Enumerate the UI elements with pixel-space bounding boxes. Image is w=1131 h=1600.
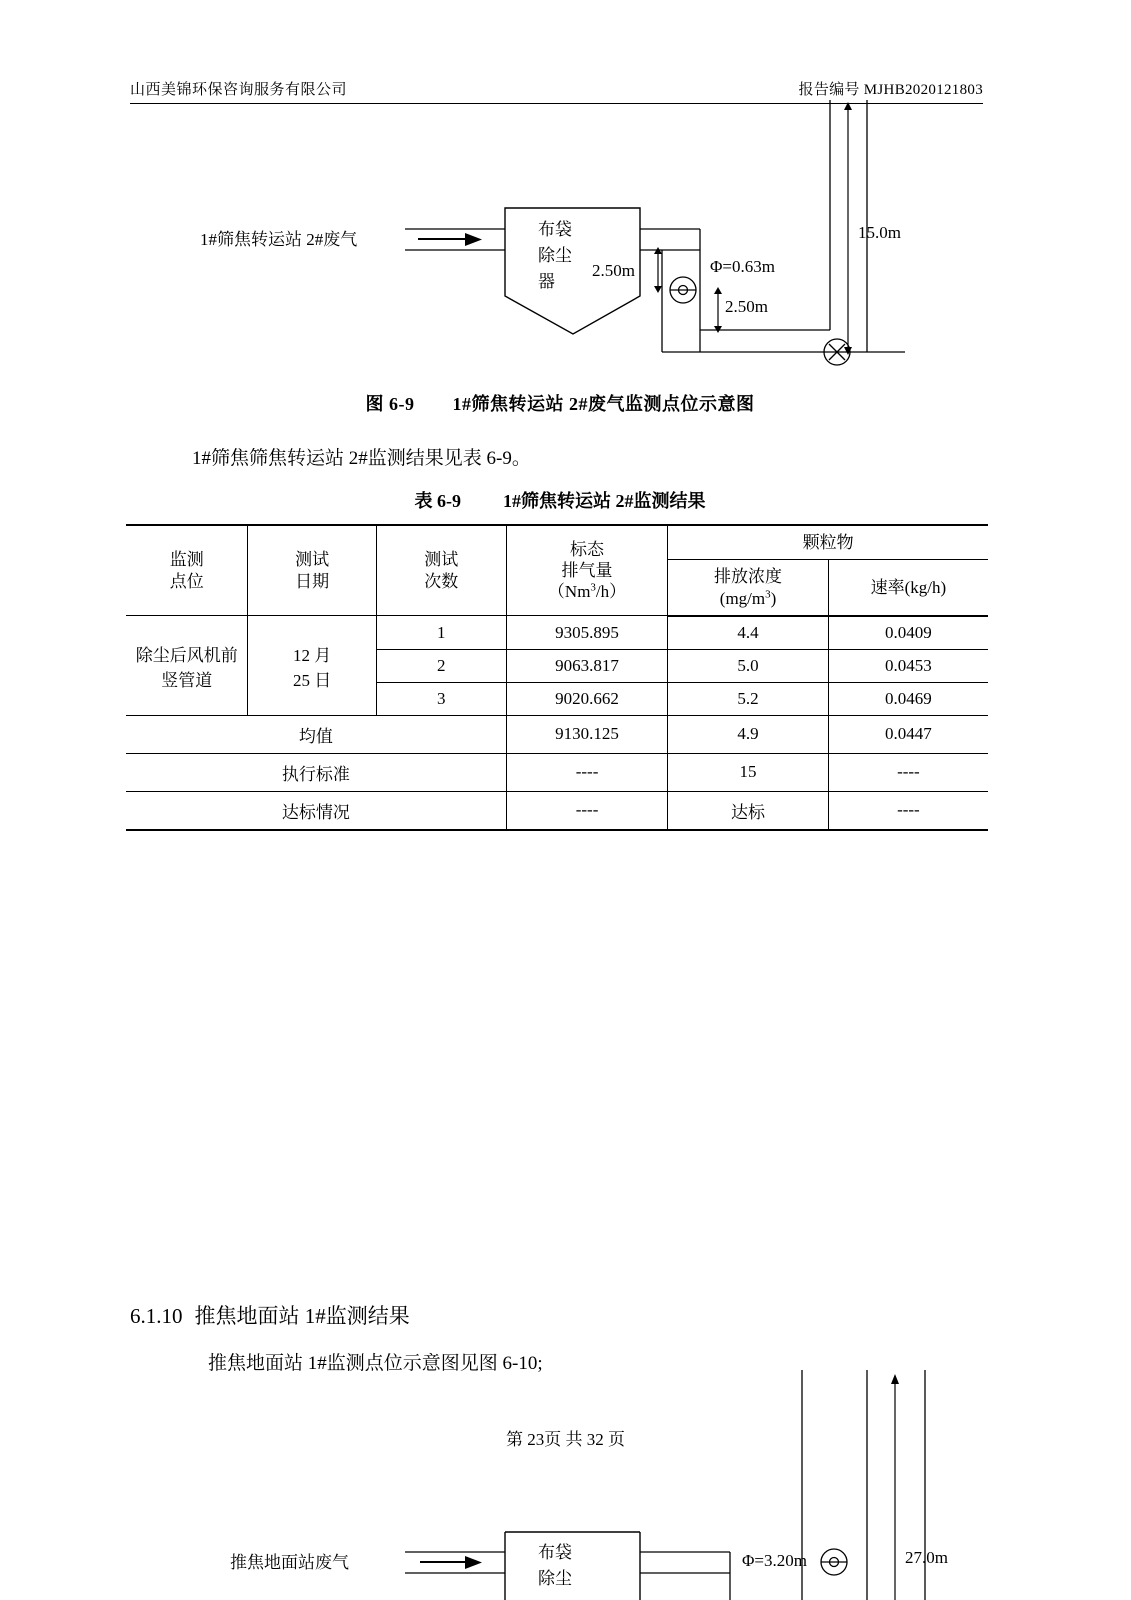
cell-times: 2 — [376, 649, 506, 682]
cell-rate: ---- — [828, 791, 988, 830]
cell-times: 3 — [376, 682, 506, 715]
cell-flow: 9130.125 — [506, 715, 667, 753]
figure-6-9-number: 图 6-9 — [365, 394, 415, 414]
cell-flow: 9063.817 — [506, 649, 667, 682]
section-number: 6.1.10 — [130, 1304, 183, 1328]
page-footer: 第 23页 共 32 页 — [506, 1430, 625, 1449]
header-flow: 标态 排气量 （Nm$^3$/h） — [506, 525, 667, 616]
figure2-dim-diameter: Φ=3.20m — [742, 1551, 807, 1570]
figure-6-9-title: 1#筛焦转运站 2#废气监测点位示意图 — [452, 394, 755, 414]
cell-rate: ---- — [828, 753, 988, 791]
cell-concentration: 5.0 — [668, 649, 829, 682]
cell-rate: 0.0469 — [828, 682, 988, 715]
table-header-row-1 — [126, 525, 988, 560]
table-row — [126, 616, 988, 650]
figure1-dim-right: 2.50m — [725, 297, 768, 316]
figure1-device-label-3: 器 — [538, 272, 555, 291]
figure1-inlet-label: 1#筛焦转运站 2#废气 — [200, 230, 358, 249]
figure1-dim-stack: 15.0m — [858, 223, 901, 242]
cell-rate: 0.0409 — [828, 616, 988, 650]
cell-times: 1 — [376, 616, 506, 650]
figure2-inlet-label: 推焦地面站废气 — [230, 1553, 349, 1572]
figure2-device-label-1: 布袋 — [538, 1543, 572, 1562]
cell-concentration: 4.9 — [668, 715, 829, 753]
section-title: 推焦地面站 1#监测结果 — [194, 1304, 410, 1328]
cell-flow: ---- — [506, 791, 667, 830]
figure1-device-label-1: 布袋 — [538, 220, 572, 239]
section-paragraph: 推焦地面站 1#监测点位示意图见图 6-10; — [208, 1353, 543, 1374]
cell-flow: ---- — [506, 753, 667, 791]
cell-summary-label: 执行标准 — [126, 753, 506, 791]
header-company: 山西美锦环保咨询服务有限公司 — [130, 82, 348, 98]
figure-6-9-caption — [130, 390, 990, 416]
header-particulate: 颗粒物 — [668, 525, 988, 560]
figure1-dim-diameter: Φ=0.63m — [710, 257, 775, 276]
cell-summary-label: 均值 — [126, 715, 506, 753]
header-date: 测试 日期 — [248, 525, 376, 616]
cell-flow: 9020.662 — [506, 682, 667, 715]
monitoring-results-table — [126, 524, 988, 831]
table-summary-row — [126, 753, 988, 791]
table-6-9-number: 表 6-9 — [414, 491, 461, 511]
table-6-9-caption — [130, 487, 990, 513]
figure1-device-label-2: 除尘 — [538, 246, 572, 265]
cell-rate: 0.0453 — [828, 649, 988, 682]
cell-concentration: 5.2 — [668, 682, 829, 715]
header-concentration: 排放浓度 $(mg/m^3)$ — [668, 560, 829, 616]
section-heading — [130, 1300, 410, 1330]
figure-6-10-diagram — [130, 1370, 990, 1600]
header-point: 监测 点位 — [126, 525, 248, 616]
figure1-dim-left: 2.50m — [592, 261, 635, 280]
table-summary-row — [126, 715, 988, 753]
cell-date-value: 12 月 25 日 — [248, 616, 376, 716]
cell-point-value: 除尘后风机前 竖管道 — [126, 616, 248, 716]
figure2-dim-stack: 27.0m — [905, 1548, 948, 1567]
cell-concentration: 达标 — [668, 791, 829, 830]
table-6-9-title: 1#筛焦转运站 2#监测结果 — [503, 491, 706, 511]
cell-rate: 0.0447 — [828, 715, 988, 753]
header-rate: 速率(kg/h) — [828, 560, 988, 616]
table-summary-row — [126, 791, 988, 830]
header-times: 测试 次数 — [376, 525, 506, 616]
cell-summary-label: 达标情况 — [126, 791, 506, 830]
paragraph-table-reference: 1#筛焦筛焦转运站 2#监测结果见表 6-9。 — [192, 448, 531, 469]
header-report-number: 报告编号 MJHB2020121803 — [798, 82, 983, 98]
cell-concentration: 15 — [668, 753, 829, 791]
cell-flow: 9305.895 — [506, 616, 667, 650]
figure2-device-label-2: 除尘 — [538, 1569, 572, 1588]
cell-concentration: 4.4 — [668, 616, 829, 650]
figure-6-9-diagram — [130, 100, 990, 380]
